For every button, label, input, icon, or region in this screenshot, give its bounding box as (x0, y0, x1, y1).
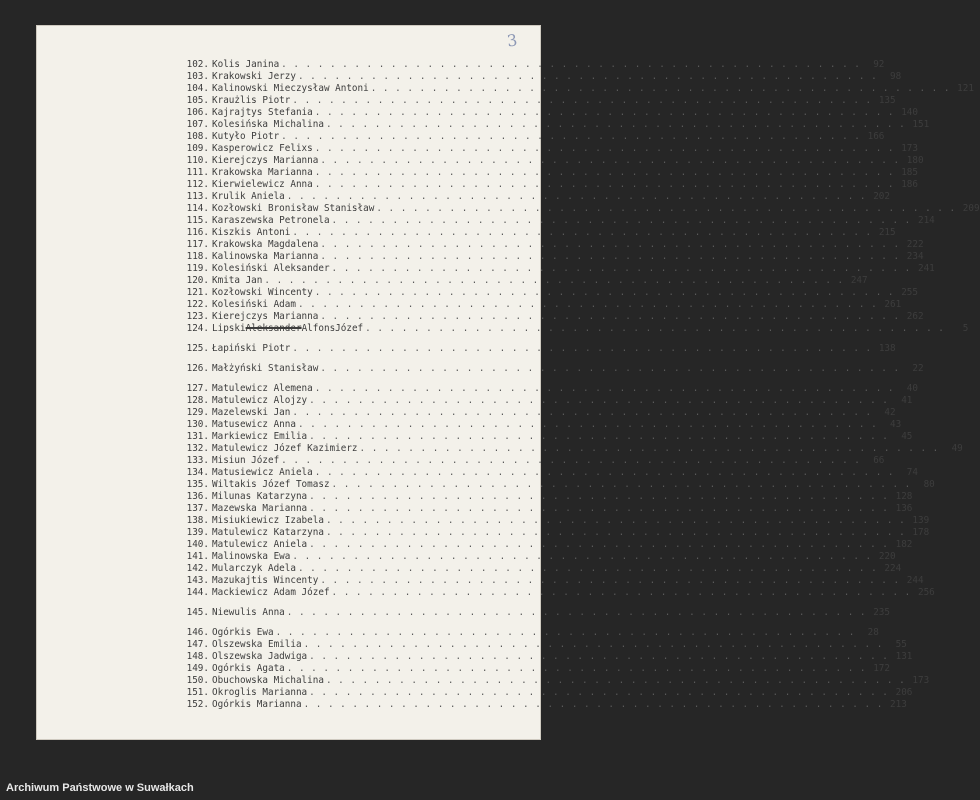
leader-dots: . . . . . . . . . . . . . . . . . . . . . . . . . . . . . . . . . . . . . . . . . . . . . . . . (370, 83, 950, 94)
leader-dots: . . . . . . . . . . . . . . . . . . . . . . . . . . . . . . . . . . . . . . . . . . . . . . . . (309, 395, 889, 406)
list-item (184, 699, 907, 711)
leader-dots: . . . . . . . . . . . . . . . . . . . . . . . . . . . . . . . . . . . . . . . . . . . . . . . . (292, 95, 872, 106)
leader-dots: . . . . . . . . . . . . . . . . . . . . . . . . . . . . . . . . . . . . . . . . . . . . . . . . (292, 551, 872, 562)
leader-dots: . . . . . . . . . . . . . . . . . . . . . . . . . . . . . . . . . . . . . . . . . . . . . . . . (320, 575, 900, 586)
entry-number: 149. (186, 663, 209, 674)
entry-number: 110. (186, 155, 209, 166)
entry-name: Łapiński Piotr (212, 343, 291, 354)
entry-number: 120. (186, 275, 209, 286)
entry-number: 105. (186, 95, 209, 106)
entry-number: 134. (186, 467, 209, 478)
page-reference: 224 (884, 563, 902, 574)
leader-dots: . . . . . . . . . . . . . . . . . . . . . . . . . . . . . . . . . . . . . . . . . . . . . . . . (303, 639, 883, 650)
page-reference: 40 (906, 383, 918, 394)
entry-name: Matulewicz Alojzy (212, 395, 308, 406)
page-reference: 55 (895, 639, 907, 650)
list-item (184, 527, 930, 539)
entry-name: Ogórkis Ewa (212, 627, 274, 638)
list-item (184, 215, 935, 227)
entry-name: Kozłowski Bronisław Stanisław (212, 203, 375, 214)
leader-dots: . . . . . . . . . . . . . . . . . . . . . . . . . . . . . . . . . . . . . . . . . . . . . . . . (309, 491, 889, 502)
list-item (184, 479, 935, 491)
list-item (184, 363, 924, 375)
page-number-mark: 3 (505, 30, 519, 51)
leader-dots: . . . . . . . . . . . . . . . . . . . . . . . . . . . . . . . . . . . . . . . . . . . . . . . . (314, 179, 894, 190)
leader-dots: . . . . . . . . . . . . . . . . . . . . . . . . . . . . . . . . . . . . . . . . . . . . . . . . (325, 527, 906, 538)
entry-number: 145. (186, 607, 209, 618)
entry-name: Matusewicz Anna (212, 419, 296, 430)
leader-dots: . . . . . . . . . . . . . . . . . . . . . . . . . . . . . . . . . . . . . . . . . . . . . . . . (320, 311, 900, 322)
list-item (184, 287, 918, 299)
entry-name: Olszewska Jadwiga (212, 651, 308, 662)
list-item (184, 663, 890, 675)
page-reference: 255 (901, 287, 918, 298)
list-item (184, 407, 896, 419)
entry-number: 123. (186, 311, 209, 322)
list-item (184, 179, 918, 191)
page-reference: 121 (957, 83, 974, 94)
entry-number: 103. (186, 71, 209, 82)
entry-number: 113. (186, 191, 209, 202)
entry-name: Mularczyk Adela (212, 563, 296, 574)
entry-name: Kierejczys Marianna (212, 155, 319, 166)
entry-number: 121. (186, 287, 209, 298)
entry-number: 106. (186, 107, 209, 118)
page-reference: 222 (906, 239, 924, 250)
page-reference: 49 (951, 443, 963, 454)
entry-name: Obuchowska Michalina (212, 675, 324, 686)
page-reference: 128 (895, 491, 913, 502)
page-reference: 66 (873, 455, 885, 466)
list-item (184, 59, 885, 71)
entry-number: 147. (186, 639, 209, 650)
list-item (184, 575, 924, 587)
entry-number: 128. (186, 395, 209, 406)
entry-number: 133. (186, 455, 209, 466)
page-reference: 209 (962, 203, 980, 214)
scanned-page (36, 25, 980, 740)
page-reference: 241 (917, 263, 935, 274)
page-reference: 45 (901, 431, 913, 442)
list-item (184, 167, 918, 179)
leader-dots: . . . . . . . . . . . . . . . . . . . . . . . . . . . . . . . . . . . . . . . . . . . . . . . . (292, 343, 872, 354)
leader-dots: . . . . . . . . . . . . . . . . . . . . . . . . . . . . . . . . . . . . . . . . . . . . . . . . (314, 287, 894, 298)
entry-name: Krakowska Marianna (212, 167, 313, 178)
list-item (184, 651, 913, 663)
list-item (184, 503, 913, 515)
list-item (184, 563, 902, 575)
list-item (184, 587, 935, 599)
leader-dots: . . . . . . . . . . . . . . . . . . . . . . . . . . . . . . . . . . . . . . . . . . . . . . . . (309, 651, 889, 662)
entry-name: Matulewicz Katarzyna (212, 527, 324, 538)
page-reference: 131 (895, 651, 913, 662)
page-reference: 173 (912, 675, 930, 686)
leader-dots: . . . . . . . . . . . . . . . . . . . . . . . . . . . . . . . . . . . . . . . . . . . . . . . . (314, 107, 894, 118)
page-reference: 140 (901, 107, 918, 118)
leader-dots: . . . . . . . . . . . . . . . . . . . . . . . . . . . . . . . . . . . . . . . . . . . . . . . . (359, 443, 939, 454)
leader-dots: . . . . . . . . . . . . . . . . . . . . . . . . . . . . . . . . . . . . . . . . . . . . . . . . (286, 607, 866, 618)
entry-number: 140. (186, 539, 209, 550)
entry-number: 151. (186, 687, 209, 698)
archive-footer: Archiwum Państwowe w Suwałkach (0, 776, 568, 800)
page-reference: 214 (917, 215, 935, 226)
entry-name: Ogórkis Marianna (212, 699, 302, 710)
list-item (184, 203, 980, 215)
list-item (184, 419, 902, 431)
leader-dots: . . . . . . . . . . . . . . . . . . . . . . . . . . . . . . . . . . . . . . . . . . . . . . . . (309, 431, 889, 442)
entry-number: 146. (186, 627, 209, 638)
entry-number: 111. (186, 167, 209, 178)
page-reference: 136 (895, 503, 913, 514)
entry-name: Misiukiewicz Izabela (212, 515, 324, 526)
list-item (184, 491, 913, 503)
page-reference: 80 (923, 479, 935, 490)
leader-dots: . . . . . . . . . . . . . . . . . . . . . . . . . . . . . . . . . . . . . . . . . . . . . . . . (292, 407, 872, 418)
entry-name: Wiltakis Józef Tomasz (212, 479, 330, 490)
list-item (184, 155, 924, 167)
page-reference: 247 (850, 275, 868, 286)
entry-number: 138. (186, 515, 209, 526)
page-reference: 235 (873, 607, 890, 618)
entry-number: 119. (186, 263, 209, 274)
entry-number: 135. (186, 479, 209, 490)
entry-name: Kolesińska Michalina (212, 119, 324, 130)
page-reference: 206 (895, 687, 913, 698)
list-item (184, 239, 924, 251)
entry-name: Malinowska Ewa (212, 551, 291, 562)
page-reference: 28 (867, 627, 879, 638)
leader-dots: . . . . . . . . . . . . . . . . . . . . . . . . . . . . . . . . . . . . . . . . . . . . . . . . (297, 71, 878, 82)
entry-number: 104. (186, 83, 209, 94)
page-reference: 5 (962, 323, 969, 334)
list-item (184, 95, 896, 107)
list-item (184, 83, 974, 95)
entry-number: 118. (186, 251, 209, 262)
leader-dots: . . . . . . . . . . . . . . . . . . . . . . . . . . . . . . . . . . . . . . . . . . . . . . . . (314, 167, 894, 178)
entry-name: Karaszewska Petronela (212, 215, 330, 226)
entry-name: Kolesiński Aleksander (212, 263, 330, 274)
leader-dots: . . . . . . . . . . . . . . . . . . . . . . . . . . . . . . . . . . . . . . . . . . . . . . . . (331, 479, 911, 490)
entry-name: Milunas Katarzyna (212, 491, 308, 502)
entry-name: Mackiewicz Adam Józef (212, 587, 330, 598)
list-item (184, 675, 930, 687)
leader-dots: . . . . . . . . . . . . . . . . . . . . . . . . . . . . . . . . . . . . . . . . . . . . . . . . (320, 363, 900, 374)
leader-dots: . . . . . . . . . . . . . . . . . . . . . . . . . . . . . . . . . . . . . . . . . . . . . . . . (320, 155, 900, 166)
entry-name: Kozłowski Wincenty (212, 287, 313, 298)
entry-number: 144. (186, 587, 209, 598)
entry-name: Matulewicz Aniela (212, 539, 308, 550)
leader-dots: . . . . . . . . . . . . . . . . . . . . . . . . . . . . . . . . . . . . . . . . . . . . . . . . (320, 239, 900, 250)
entry-number: 122. (186, 299, 209, 310)
page-reference: 178 (912, 527, 930, 538)
entry-name: Lipski (212, 323, 246, 334)
entry-number: 114. (186, 203, 209, 214)
leader-dots: . . . . . . . . . . . . . . . . . . . . . . . . . . . . . . . . . . . . . . . . . . . . . . . . (376, 203, 956, 214)
entry-name: Matulewicz Józef Kazimierz (212, 443, 358, 454)
list-item (184, 131, 885, 143)
entry-number: 150. (186, 675, 209, 686)
page-reference: 166 (867, 131, 885, 142)
page-reference: 22 (912, 363, 924, 374)
list-item (184, 551, 896, 563)
page-reference: 139 (912, 515, 930, 526)
entry-name: Krakowska Magdalena (212, 239, 319, 250)
leader-dots: . . . . . . . . . . . . . . . . . . . . . . . . . . . . . . . . . . . . . . . . . . . . . . . . (325, 675, 906, 686)
list-item (184, 343, 896, 355)
entry-number: 137. (186, 503, 209, 514)
entry-name: Kolesiński Adam (212, 299, 296, 310)
list-item (184, 311, 924, 323)
page-reference: 262 (906, 311, 924, 322)
entry-number: 116. (186, 227, 209, 238)
list-item (184, 627, 879, 639)
entry-name: Małżyński Stanisław (212, 363, 319, 374)
page-reference: 185 (901, 167, 918, 178)
leader-dots: . . . . . . . . . . . . . . . . . . . . . . . . . . . . . . . . . . . . . . . . . . . . . . . . (365, 323, 945, 334)
leader-dots: . . . . . . . . . . . . . . . . . . . . . . . . . . . . . . . . . . . . . . . . . . . . . . . . (309, 687, 889, 698)
list-item (184, 639, 907, 651)
entry-number: 131. (186, 431, 209, 442)
entry-number: 152. (186, 699, 209, 710)
page-reference: 172 (873, 663, 890, 674)
list-item (184, 263, 935, 275)
entry-number: 108. (186, 131, 209, 142)
leader-dots: . . . . . . . . . . . . . . . . . . . . . . . . . . . . . . . . . . . . . . . . . . . . . . . . (264, 275, 844, 286)
entry-name: Olszewska Emilia (212, 639, 302, 650)
entry-number: 148. (186, 651, 209, 662)
list-item (184, 251, 924, 263)
leader-dots: . . . . . . . . . . . . . . . . . . . . . . . . . . . . . . . . . . . . . . . . . . . . . . . . (297, 419, 878, 430)
entry-number: 139. (186, 527, 209, 538)
list-item (184, 119, 930, 131)
list-item (184, 539, 913, 551)
list-item (184, 71, 902, 83)
leader-dots: . . . . . . . . . . . . . . . . . . . . . . . . . . . . . . . . . . . . . . . . . . . . . . . . (281, 455, 861, 466)
list-item (184, 443, 963, 455)
corrected-name: AlfonsJózef (301, 323, 364, 334)
leader-dots: . . . . . . . . . . . . . . . . . . . . . . . . . . . . . . . . . . . . . . . . . . . . . . . . (320, 251, 900, 262)
entry-name: Markiewicz Emilia (212, 431, 308, 442)
leader-dots: . . . . . . . . . . . . . . . . . . . . . . . . . . . . . . . . . . . . . . . . . . . . . . . . (331, 215, 911, 226)
leader-dots: . . . . . . . . . . . . . . . . . . . . . . . . . . . . . . . . . . . . . . . . . . . . . . . . (286, 663, 866, 674)
page-reference: 202 (873, 191, 890, 202)
entry-name: Kierwielewicz Anna (212, 179, 313, 190)
leader-dots: . . . . . . . . . . . . . . . . . . . . . . . . . . . . . . . . . . . . . . . . . . . . . . . . (309, 503, 889, 514)
leader-dots: . . . . . . . . . . . . . . . . . . . . . . . . . . . . . . . . . . . . . . . . . . . . . . . . (281, 59, 861, 70)
entry-name: Kierejczys Marianna (212, 311, 319, 322)
entry-number: 141. (186, 551, 209, 562)
list-item (184, 395, 913, 407)
entry-name: Mazelewski Jan (212, 407, 291, 418)
page-reference: 74 (906, 467, 918, 478)
name-index-list (184, 59, 980, 711)
page-reference: 220 (878, 551, 896, 562)
entry-number: 130. (186, 419, 209, 430)
struck-out-name: Aleksander (245, 323, 302, 334)
list-item (184, 143, 918, 155)
page-reference: 182 (895, 539, 913, 550)
page-reference: 215 (878, 227, 896, 238)
entry-name: Mazewska Marianna (212, 503, 308, 514)
entry-number: 102. (186, 59, 209, 70)
list-item (184, 383, 918, 395)
entry-name: Kmita Jan (212, 275, 263, 286)
entry-number: 126. (186, 363, 209, 374)
entry-name: Kraużlis Piotr (212, 95, 291, 106)
entry-name: Okroglis Marianna (212, 687, 308, 698)
leader-dots: . . . . . . . . . . . . . . . . . . . . . . . . . . . . . . . . . . . . . . . . . . . . . . . . (297, 299, 878, 310)
list-item (184, 299, 902, 311)
leader-dots: . . . . . . . . . . . . . . . . . . . . . . . . . . . . . . . . . . . . . . . . . . . . . . . . (297, 563, 878, 574)
leader-dots: . . . . . . . . . . . . . . . . . . . . . . . . . . . . . . . . . . . . . . . . . . . . . . . . (314, 383, 894, 394)
list-item (184, 431, 913, 443)
entry-name: Kajrajtys Stefania (212, 107, 313, 118)
page-reference: 42 (884, 407, 896, 418)
entry-name: Kiszkis Antoni (212, 227, 291, 238)
page-reference: 173 (901, 143, 918, 154)
entry-number: 136. (186, 491, 209, 502)
entry-number: 112. (186, 179, 209, 190)
entry-name: Matulewicz Alemena (212, 383, 313, 394)
leader-dots: . . . . . . . . . . . . . . . . . . . . . . . . . . . . . . . . . . . . . . . . . . . . . . . . (281, 131, 861, 142)
entry-name: Ogórkis Agata (212, 663, 285, 674)
list-item (184, 107, 918, 119)
entry-name: Krulik Aniela (212, 191, 285, 202)
list-item (184, 607, 890, 619)
entry-number: 109. (186, 143, 209, 154)
entry-number: 127. (186, 383, 209, 394)
leader-dots: . . . . . . . . . . . . . . . . . . . . . . . . . . . . . . . . . . . . . . . . . . . . . . . . (325, 119, 906, 130)
page-reference: 43 (890, 419, 902, 430)
leader-dots: . . . . . . . . . . . . . . . . . . . . . . . . . . . . . . . . . . . . . . . . . . . . . . . . (309, 539, 889, 550)
page-reference: 244 (906, 575, 924, 586)
entry-name: Krakowski Jerzy (212, 71, 296, 82)
list-item (184, 455, 885, 467)
page-reference: 41 (901, 395, 913, 406)
list-item (184, 191, 890, 203)
entry-number: 129. (186, 407, 209, 418)
entry-number: 125. (186, 343, 209, 354)
entry-name: Kasperowicz Felixs (212, 143, 313, 154)
leader-dots: . . . . . . . . . . . . . . . . . . . . . . . . . . . . . . . . . . . . . . . . . . . . . . . . (325, 515, 906, 526)
page-reference: 213 (890, 699, 907, 710)
leader-dots: . . . . . . . . . . . . . . . . . . . . . . . . . . . . . . . . . . . . . . . . . . . . . . . . (292, 227, 872, 238)
leader-dots: . . . . . . . . . . . . . . . . . . . . . . . . . . . . . . . . . . . . . . . . . . . . . . . . (303, 699, 883, 710)
page-reference: 98 (890, 71, 902, 82)
entry-number: 117. (186, 239, 209, 250)
entry-name: Kutyło Piotr (212, 131, 280, 142)
list-item (184, 323, 969, 335)
entry-number: 115. (186, 215, 209, 226)
list-item (184, 227, 896, 239)
list-item (184, 467, 918, 479)
page-reference: 186 (901, 179, 918, 190)
entry-name: Kalinowski Mieczysław Antoni (212, 83, 369, 94)
page-reference: 261 (884, 299, 902, 310)
entry-number: 142. (186, 563, 209, 574)
page-reference: 138 (878, 343, 896, 354)
page-reference: 234 (906, 251, 924, 262)
leader-dots: . . . . . . . . . . . . . . . . . . . . . . . . . . . . . . . . . . . . . . . . . . . . . . . . (286, 191, 866, 202)
entry-number: 132. (186, 443, 209, 454)
leader-dots: . . . . . . . . . . . . . . . . . . . . . . . . . . . . . . . . . . . . . . . . . . . . . . . . (314, 467, 894, 478)
entry-number: 124. (186, 323, 209, 334)
leader-dots: . . . . . . . . . . . . . . . . . . . . . . . . . . . . . . . . . . . . . . . . . . . . . . . . (275, 627, 855, 638)
page-reference: 135 (878, 95, 896, 106)
leader-dots: . . . . . . . . . . . . . . . . . . . . . . . . . . . . . . . . . . . . . . . . . . . . . . . . (331, 263, 911, 274)
entry-name: Mazukajtis Wincenty (212, 575, 319, 586)
entry-name: Matusiewicz Aniela (212, 467, 313, 478)
page-reference: 92 (873, 59, 885, 70)
page-reference: 256 (917, 587, 935, 598)
entry-name: Misiun Józef (212, 455, 280, 466)
entry-number: 143. (186, 575, 209, 586)
page-reference: 180 (906, 155, 924, 166)
list-item (184, 515, 930, 527)
page-reference: 151 (912, 119, 930, 130)
entry-name: Kolis Janina (212, 59, 280, 70)
entry-number: 107. (186, 119, 209, 130)
leader-dots: . . . . . . . . . . . . . . . . . . . . . . . . . . . . . . . . . . . . . . . . . . . . . . . . (314, 143, 894, 154)
leader-dots: . . . . . . . . . . . . . . . . . . . . . . . . . . . . . . . . . . . . . . . . . . . . . . . . (331, 587, 911, 598)
list-item (184, 275, 868, 287)
list-item (184, 687, 913, 699)
entry-name: Kalinowska Marianna (212, 251, 319, 262)
entry-name: Niewulis Anna (212, 607, 285, 618)
